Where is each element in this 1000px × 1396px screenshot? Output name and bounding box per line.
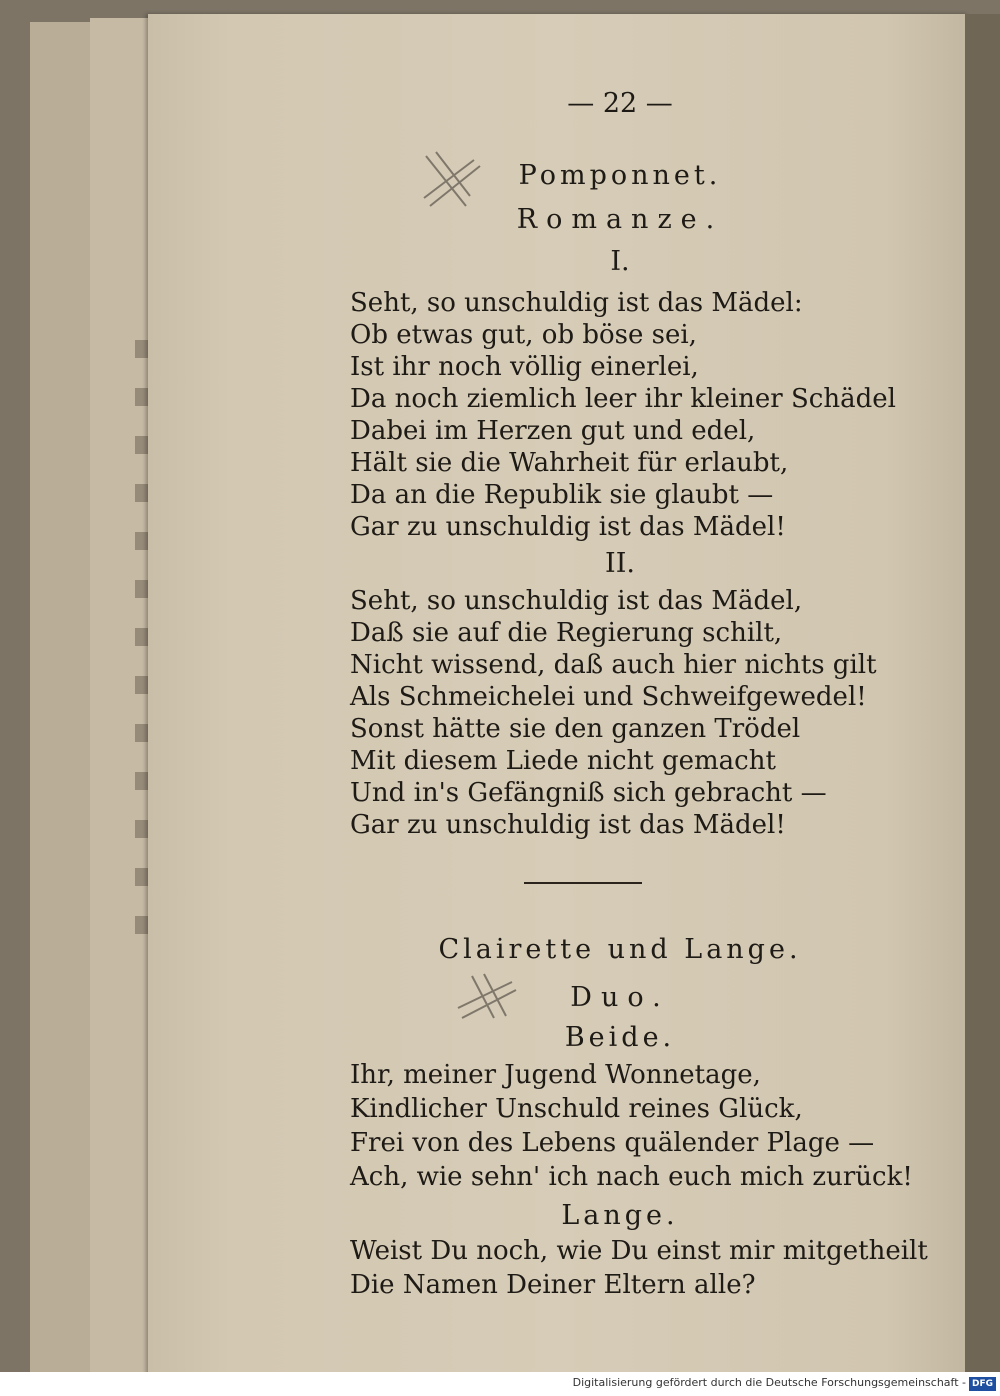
footer-credit: Digitalisierung gefördert durch die Deutsche Forschungsgemeinschaft - <box>572 1376 966 1389</box>
verse2-line-8: Gar zu unschuldig ist das Mädel! <box>350 810 786 840</box>
verse1-line-7: Da an die Republik sie glaubt — <box>350 480 774 510</box>
speaker-lange: Lange. <box>561 1200 679 1231</box>
book-right-edge <box>965 14 1000 1382</box>
song2-title: Clairette und Lange. <box>438 934 802 965</box>
verse1-line-2: Ob etwas gut, ob böse sei, <box>350 320 697 350</box>
speaker-beide: Beide. <box>564 1022 676 1053</box>
page-number: — 22 — <box>567 88 673 119</box>
verse1-line-6: Hält sie die Wahrheit für erlaubt, <box>350 448 789 478</box>
verse2-numeral: II. <box>605 548 635 579</box>
duo-line-1: Ihr, meiner Jugend Wonnetage, <box>350 1060 761 1090</box>
footer-bar <box>0 1372 1000 1396</box>
duo-line-3: Frei von des Lebens quälender Plage — <box>350 1128 875 1158</box>
lange-line-2: Die Namen Deiner Eltern alle? <box>350 1270 756 1300</box>
verse1-numeral: I. <box>610 246 630 277</box>
duo-line-2: Kindlicher Unschuld reines Glück, <box>350 1094 803 1124</box>
verse1-line-1: Seht, so unschuldig ist das Mädel: <box>350 288 803 318</box>
lange-line-1: Weist Du noch, wie Du einst mir mitgetheilt <box>350 1236 928 1266</box>
verse2-line-1: Seht, so unschuldig ist das Mädel, <box>350 586 803 616</box>
verse2-line-7: Und in's Gefängniß sich gebracht — <box>350 778 827 808</box>
verse2-line-2: Daß sie auf die Regierung schilt, <box>350 618 783 648</box>
verse1-line-3: Ist ihr noch völlig einerlei, <box>350 352 699 382</box>
verse1-line-5: Dabei im Herzen gut und edel, <box>350 416 756 446</box>
duo-line-4: Ach, wie sehn' ich nach euch mich zurück! <box>350 1162 913 1192</box>
section-divider <box>524 882 642 884</box>
song1-subtitle: Romanze. <box>516 204 724 235</box>
verse2-line-3: Nicht wissend, daß auch hier nichts gilt <box>350 650 877 680</box>
verse1-line-8: Gar zu unschuldig ist das Mädel! <box>350 512 786 542</box>
verse2-line-6: Mit diesem Liede nicht gemacht <box>350 746 776 776</box>
song1-title: Pomponnet. <box>518 160 722 191</box>
verse1-line-4: Da noch ziemlich leer ihr kleiner Schädel <box>350 384 896 414</box>
song2-subtitle: Duo. <box>570 982 670 1013</box>
dfg-logo: DFG <box>969 1377 996 1391</box>
verse2-line-5: Sonst hätte sie den ganzen Trödel <box>350 714 801 744</box>
verse2-line-4: Als Schmeichelei und Schweifgewedel! <box>350 682 867 712</box>
